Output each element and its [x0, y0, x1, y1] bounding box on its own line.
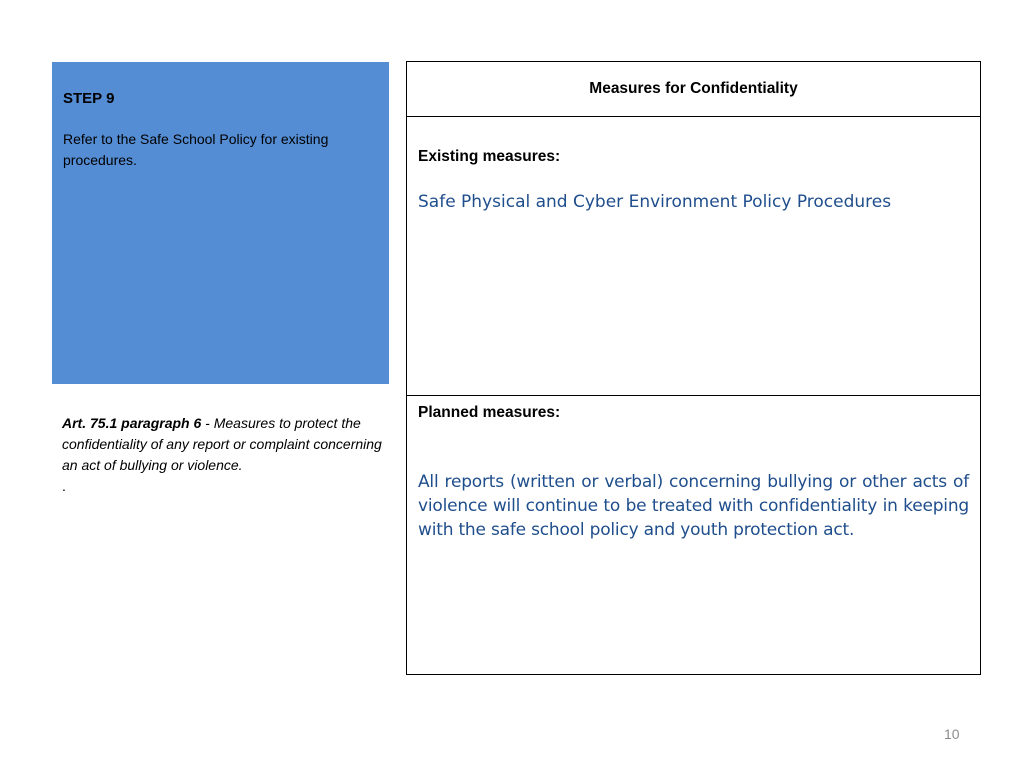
existing-measures-text: Safe Physical and Cyber Environment Policy Procedures: [418, 192, 892, 212]
law-note: [62, 413, 392, 497]
step-title: STEP 9: [63, 90, 115, 107]
measures-table: [406, 61, 981, 675]
law-reference: Art. 75.1 paragraph 6: [62, 415, 202, 431]
law-note-trailing: .: [62, 478, 66, 494]
step-box: [52, 62, 389, 384]
planned-measures-label: Planned measures:: [418, 404, 561, 421]
law-description: - Measures to protect the confidentiality of any report or complaint concerning an act of bullying or violence.: [62, 415, 382, 473]
step-description: Refer to the Safe School Policy for existing procedures.: [63, 131, 329, 168]
table-header: Measures for Confidentiality: [407, 62, 980, 117]
planned-measures-text: All reports (written or verbal) concerning bullying or other acts of violence will continue to be treated with confidentiality in keeping with the safe school policy and youth protection act.: [418, 472, 969, 540]
existing-measures-label: Existing measures:: [418, 148, 561, 165]
existing-measures-cell: [407, 117, 980, 396]
planned-measures-cell: [407, 396, 980, 674]
page-number: 10: [944, 726, 960, 742]
